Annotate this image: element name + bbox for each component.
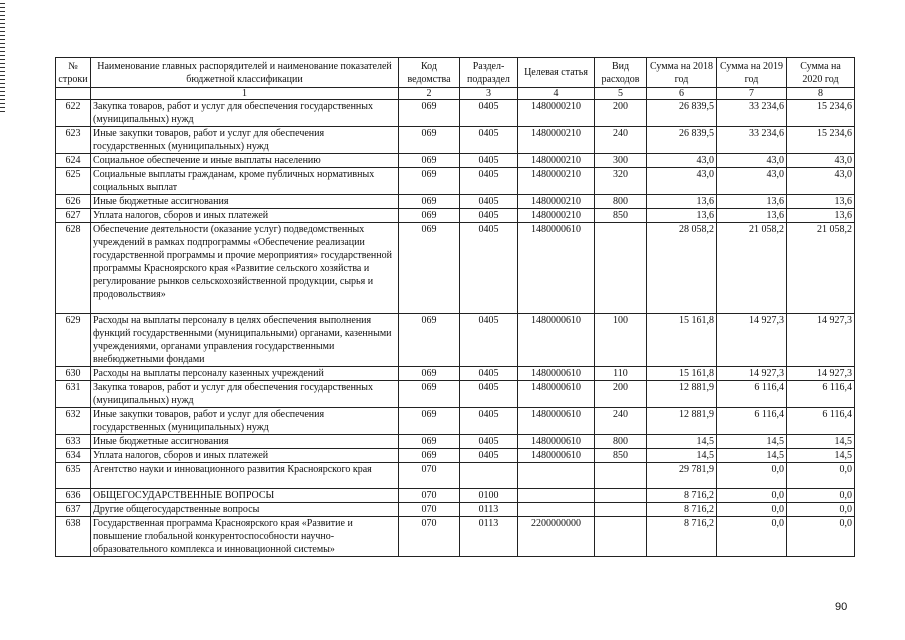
table-row (56, 517, 855, 557)
sum-2019: 14,5 (717, 435, 787, 449)
target-article: 1480000210 (518, 127, 595, 154)
row-number: 635 (56, 463, 91, 489)
header-row (56, 58, 855, 88)
column-number: 2 (399, 88, 460, 100)
table-row (56, 154, 855, 168)
column-number: 1 (91, 88, 399, 100)
row-number: 625 (56, 168, 91, 195)
row-number: 628 (56, 223, 91, 314)
department-code: 069 (399, 435, 460, 449)
sum-2020: 6 116,4 (787, 381, 855, 408)
sum-2019: 6 116,4 (717, 408, 787, 435)
sum-2019: 0,0 (717, 517, 787, 557)
department-code: 069 (399, 381, 460, 408)
department-code: 069 (399, 223, 460, 314)
department-code: 069 (399, 100, 460, 127)
target-article: 2200000000 (518, 517, 595, 557)
section-code: 0405 (460, 209, 518, 223)
expense-type: 110 (595, 367, 647, 381)
target-article: 1480000610 (518, 449, 595, 463)
section-code: 0405 (460, 408, 518, 435)
sum-2020: 14,5 (787, 449, 855, 463)
sum-2018: 8 716,2 (647, 517, 717, 557)
expense-type: 850 (595, 449, 647, 463)
sum-2018: 13,6 (647, 209, 717, 223)
expense-type: 240 (595, 408, 647, 435)
department-code: 070 (399, 517, 460, 557)
row-number: 632 (56, 408, 91, 435)
column-number (56, 88, 91, 100)
row-name: Государственная программа Красноярского края «Развитие и повышение глобальной конкурентоспособности научно-образовательного комплекса и инновационной системы» (91, 517, 399, 557)
table-row (56, 408, 855, 435)
table-row (56, 463, 855, 489)
section-code: 0405 (460, 223, 518, 314)
department-code: 069 (399, 127, 460, 154)
sum-2020: 0,0 (787, 503, 855, 517)
sum-2020: 13,6 (787, 195, 855, 209)
expense-type (595, 463, 647, 489)
section-code (460, 463, 518, 489)
section-code: 0113 (460, 517, 518, 557)
column-number: 3 (460, 88, 518, 100)
expense-type: 200 (595, 381, 647, 408)
column-number-row (56, 88, 855, 100)
sum-2019: 33 234,6 (717, 127, 787, 154)
sum-2018: 8 716,2 (647, 503, 717, 517)
expense-type (595, 503, 647, 517)
sum-2020: 14 927,3 (787, 367, 855, 381)
row-name: Иные закупки товаров, работ и услуг для обеспечения государственных (муниципальных) нужд (91, 127, 399, 154)
sum-2019: 6 116,4 (717, 381, 787, 408)
sum-2018: 12 881,9 (647, 381, 717, 408)
row-name: Расходы на выплаты персоналу казенных учреждений (91, 367, 399, 381)
sum-2020: 21 058,2 (787, 223, 855, 314)
sum-2019: 14 927,3 (717, 314, 787, 367)
expense-type (595, 223, 647, 314)
row-number: 627 (56, 209, 91, 223)
sum-2018: 26 839,5 (647, 127, 717, 154)
target-article (518, 463, 595, 489)
table-row (56, 223, 855, 314)
table-row (56, 435, 855, 449)
budget-table (55, 57, 855, 557)
sum-2020: 43,0 (787, 168, 855, 195)
section-code: 0405 (460, 367, 518, 381)
header-name: Наименование главных распорядителей и наименование показателей бюджетной классификации (91, 58, 399, 88)
table-row (56, 449, 855, 463)
section-code: 0405 (460, 168, 518, 195)
sum-2019: 33 234,6 (717, 100, 787, 127)
header-expense-type: Вид расходов (595, 58, 647, 88)
department-code: 069 (399, 154, 460, 168)
sum-2019: 21 058,2 (717, 223, 787, 314)
department-code: 069 (399, 408, 460, 435)
expense-type: 200 (595, 100, 647, 127)
row-name: Иные бюджетные ассигнования (91, 435, 399, 449)
row-number: 637 (56, 503, 91, 517)
header-section: Раздел-подраздел (460, 58, 518, 88)
sum-2018: 43,0 (647, 168, 717, 195)
row-number: 629 (56, 314, 91, 367)
target-article (518, 503, 595, 517)
row-name: Другие общегосударственные вопросы (91, 503, 399, 517)
table-row (56, 127, 855, 154)
sum-2018: 14,5 (647, 435, 717, 449)
sum-2020: 0,0 (787, 489, 855, 503)
sum-2020: 15 234,6 (787, 127, 855, 154)
row-name: ОБЩЕГОСУДАРСТВЕННЫЕ ВОПРОСЫ (91, 489, 399, 503)
target-article (518, 489, 595, 503)
table-row (56, 489, 855, 503)
department-code: 070 (399, 463, 460, 489)
row-number: 624 (56, 154, 91, 168)
sum-2020: 43,0 (787, 154, 855, 168)
expense-type: 800 (595, 435, 647, 449)
section-code: 0405 (460, 127, 518, 154)
section-code: 0113 (460, 503, 518, 517)
sum-2020: 6 116,4 (787, 408, 855, 435)
row-number: 633 (56, 435, 91, 449)
column-number: 7 (717, 88, 787, 100)
department-code: 069 (399, 195, 460, 209)
row-name: Агентство науки и инновационного развития Красноярского края (91, 463, 399, 489)
table-row (56, 209, 855, 223)
sum-2020: 0,0 (787, 463, 855, 489)
department-code: 069 (399, 367, 460, 381)
sum-2019: 43,0 (717, 154, 787, 168)
row-name: Иные закупки товаров, работ и услуг для обеспечения государственных (муниципальных) нужд (91, 408, 399, 435)
target-article: 1480000610 (518, 381, 595, 408)
table-row (56, 381, 855, 408)
expense-type (595, 517, 647, 557)
sum-2019: 0,0 (717, 489, 787, 503)
sum-2018: 28 058,2 (647, 223, 717, 314)
sum-2020: 13,6 (787, 209, 855, 223)
table-row (56, 367, 855, 381)
row-number: 623 (56, 127, 91, 154)
department-code: 070 (399, 489, 460, 503)
row-name: Уплата налогов, сборов и иных платежей (91, 209, 399, 223)
target-article: 1480000210 (518, 168, 595, 195)
table-row (56, 503, 855, 517)
table-row (56, 314, 855, 367)
row-name: Социальное обеспечение и иные выплаты населению (91, 154, 399, 168)
table-row (56, 100, 855, 127)
header-sum-2020: Сумма на 2020 год (787, 58, 855, 88)
table-body (56, 100, 855, 557)
section-code: 0405 (460, 195, 518, 209)
binding-edge-marks (0, 0, 6, 120)
sum-2019: 14,5 (717, 449, 787, 463)
row-number: 631 (56, 381, 91, 408)
row-name: Закупка товаров, работ и услуг для обеспечения государственных (муниципальных) нужд (91, 100, 399, 127)
sum-2020: 14,5 (787, 435, 855, 449)
row-number: 626 (56, 195, 91, 209)
header-row-number: № строки (56, 58, 91, 88)
column-number: 6 (647, 88, 717, 100)
sum-2020: 14 927,3 (787, 314, 855, 367)
section-code: 0405 (460, 314, 518, 367)
target-article: 1480000210 (518, 100, 595, 127)
sum-2018: 15 161,8 (647, 314, 717, 367)
department-code: 069 (399, 168, 460, 195)
row-name: Уплата налогов, сборов и иных платежей (91, 449, 399, 463)
department-code: 069 (399, 449, 460, 463)
row-name: Иные бюджетные ассигнования (91, 195, 399, 209)
sum-2019: 14 927,3 (717, 367, 787, 381)
expense-type: 100 (595, 314, 647, 367)
header-department-code: Код ведомства (399, 58, 460, 88)
header-target-article: Целевая статья (518, 58, 595, 88)
target-article: 1480000210 (518, 195, 595, 209)
section-code: 0405 (460, 435, 518, 449)
target-article: 1480000610 (518, 408, 595, 435)
target-article: 1480000610 (518, 223, 595, 314)
sum-2018: 8 716,2 (647, 489, 717, 503)
row-name: Расходы на выплаты персоналу в целях обеспечения выполнения функций государственными (муниципальными) органами, казенными учреждениями, органами управления государственными внебюджетными фондами (91, 314, 399, 367)
header-sum-2019: Сумма на 2019 год (717, 58, 787, 88)
department-code: 069 (399, 314, 460, 367)
sum-2018: 14,5 (647, 449, 717, 463)
sum-2019: 0,0 (717, 463, 787, 489)
row-number: 634 (56, 449, 91, 463)
section-code: 0405 (460, 154, 518, 168)
section-code: 0405 (460, 100, 518, 127)
row-name: Обеспечение деятельности (оказание услуг) подведомственных учреждений в рамках подпрограммы «Обеспечение реализации государственной программы и прочие мероприятия» государственной программы Красноярского края «Развитие сельского хозяйства и регулирование рынков сельскохозяйственной продукции, сырья и продовольствия» (91, 223, 399, 314)
expense-type: 320 (595, 168, 647, 195)
sum-2019: 43,0 (717, 168, 787, 195)
target-article: 1480000610 (518, 367, 595, 381)
sum-2019: 13,6 (717, 195, 787, 209)
department-code: 069 (399, 209, 460, 223)
expense-type: 800 (595, 195, 647, 209)
row-number: 636 (56, 489, 91, 503)
sum-2018: 15 161,8 (647, 367, 717, 381)
row-number: 630 (56, 367, 91, 381)
target-article: 1480000210 (518, 209, 595, 223)
page-number: 90 (835, 601, 848, 613)
table-row (56, 168, 855, 195)
department-code: 070 (399, 503, 460, 517)
header-sum-2018: Сумма на 2018 год (647, 58, 717, 88)
target-article: 1480000610 (518, 314, 595, 367)
section-code: 0100 (460, 489, 518, 503)
target-article: 1480000210 (518, 154, 595, 168)
section-code: 0405 (460, 449, 518, 463)
expense-type (595, 489, 647, 503)
expense-type: 850 (595, 209, 647, 223)
sum-2018: 29 781,9 (647, 463, 717, 489)
column-number: 4 (518, 88, 595, 100)
sum-2019: 13,6 (717, 209, 787, 223)
row-number: 638 (56, 517, 91, 557)
sum-2018: 43,0 (647, 154, 717, 168)
row-number: 622 (56, 100, 91, 127)
target-article: 1480000610 (518, 435, 595, 449)
expense-type: 240 (595, 127, 647, 154)
column-number: 8 (787, 88, 855, 100)
sum-2020: 15 234,6 (787, 100, 855, 127)
row-name: Социальные выплаты гражданам, кроме публичных нормативных социальных выплат (91, 168, 399, 195)
row-name: Закупка товаров, работ и услуг для обеспечения государственных (муниципальных) нужд (91, 381, 399, 408)
expense-type: 300 (595, 154, 647, 168)
sum-2018: 26 839,5 (647, 100, 717, 127)
sum-2018: 12 881,9 (647, 408, 717, 435)
sum-2020: 0,0 (787, 517, 855, 557)
sum-2019: 0,0 (717, 503, 787, 517)
sum-2018: 13,6 (647, 195, 717, 209)
section-code: 0405 (460, 381, 518, 408)
table-row (56, 195, 855, 209)
column-number: 5 (595, 88, 647, 100)
